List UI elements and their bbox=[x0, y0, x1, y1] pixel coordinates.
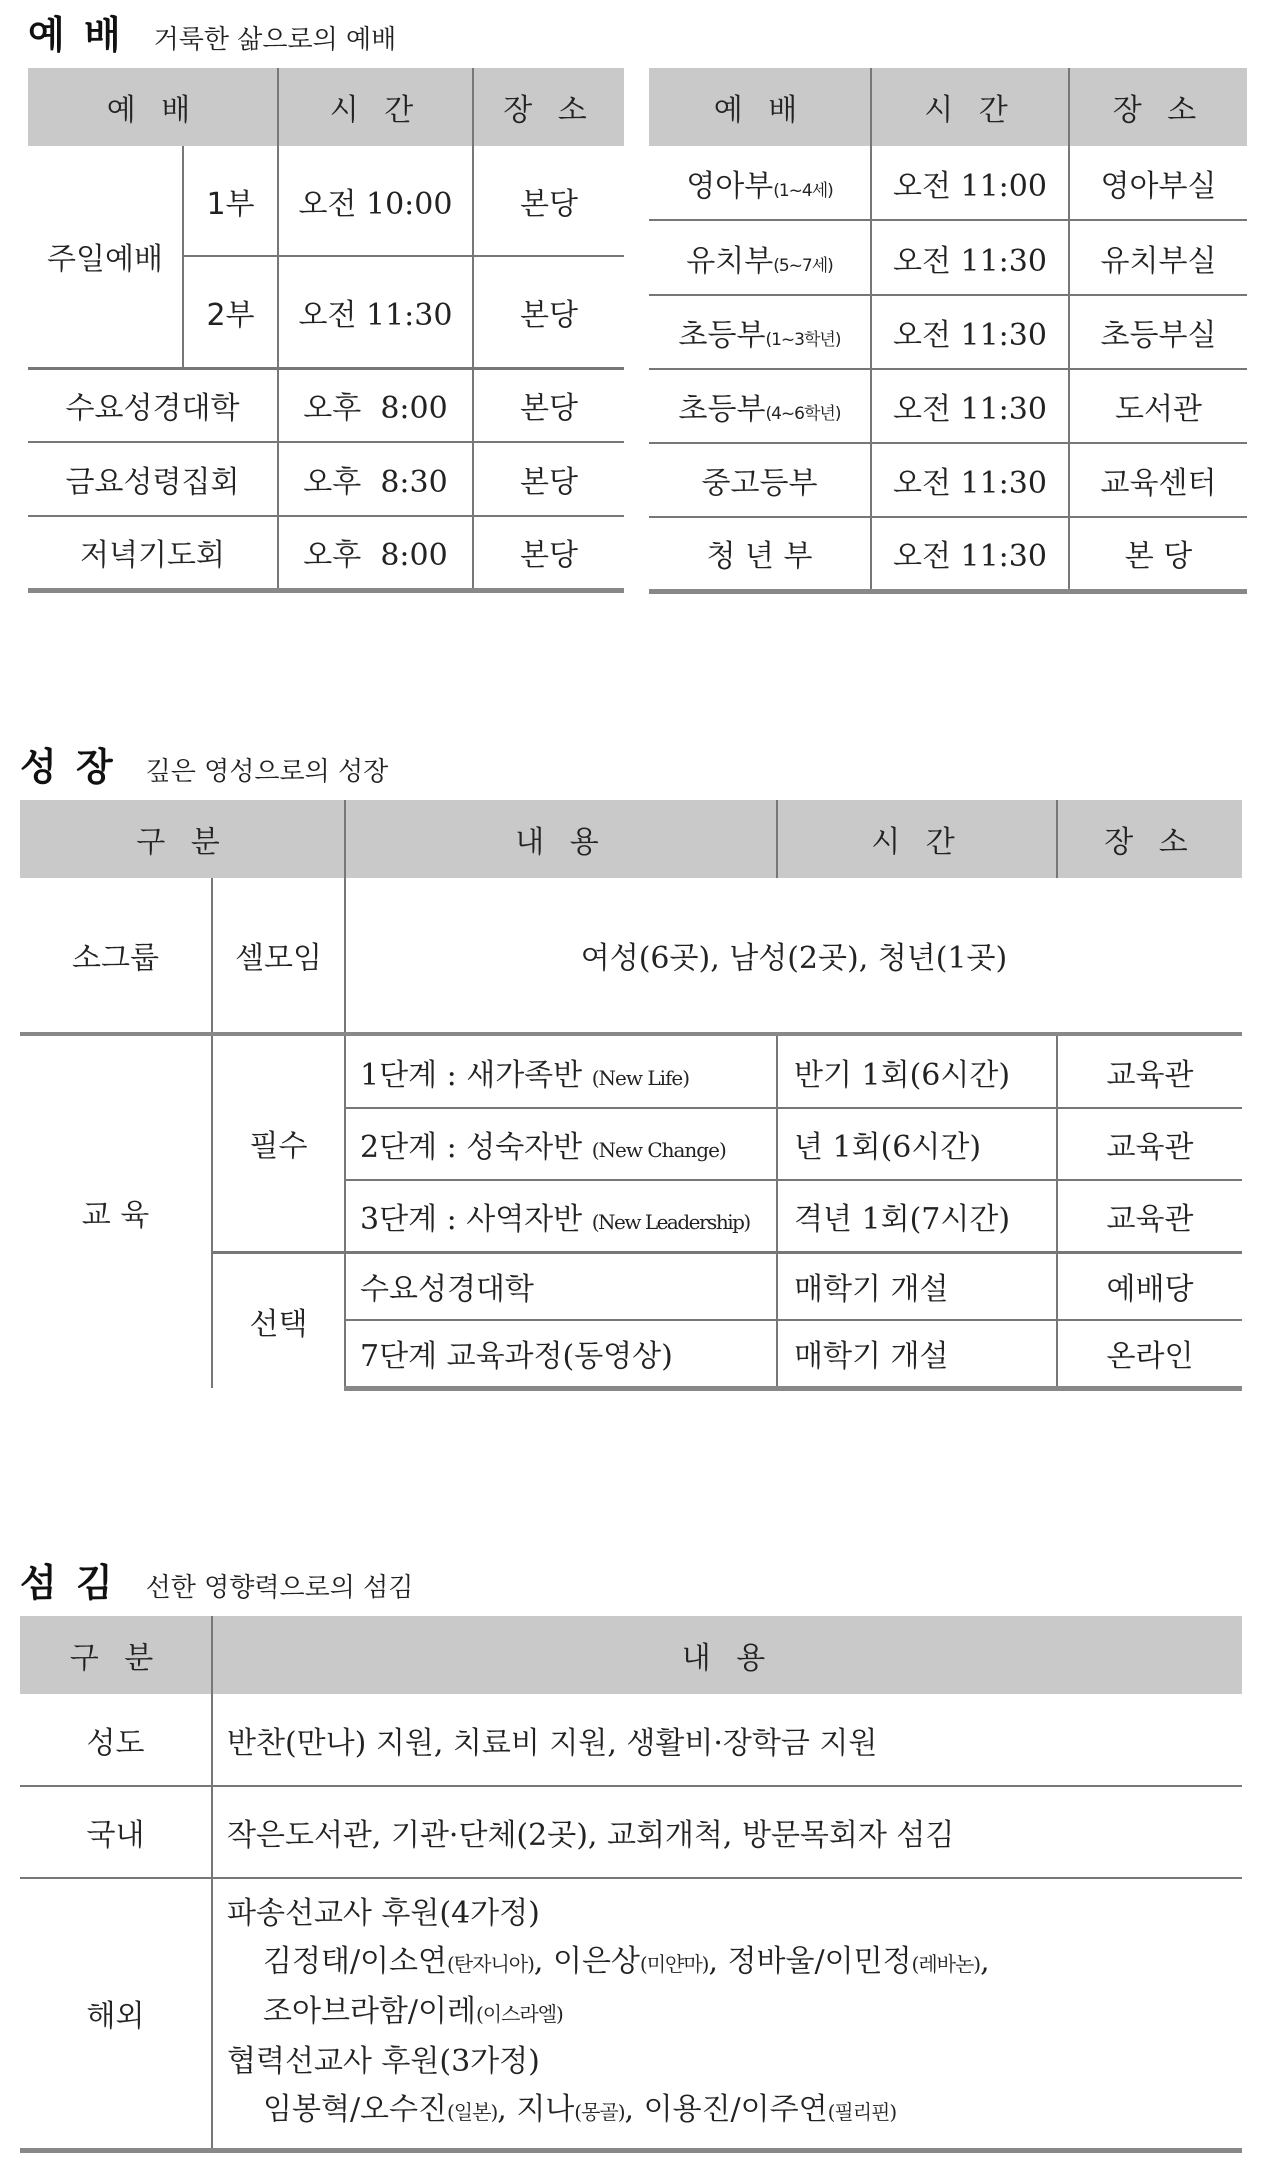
table-row bbox=[20, 1878, 1242, 2150]
time-cell: 오전 11:30 bbox=[871, 369, 1069, 443]
sunday-worship-label: 주일예배 bbox=[47, 242, 163, 278]
header-content: 내 용 bbox=[345, 800, 777, 878]
category-cell: 해외 bbox=[20, 1878, 212, 2150]
place-cell: 본당 bbox=[473, 516, 624, 590]
department-worship-table bbox=[649, 68, 1247, 594]
department-name: 영아부 bbox=[686, 168, 774, 204]
course-english-name: (New Change) bbox=[591, 1138, 726, 1162]
place-cell: 교육관 bbox=[1057, 1034, 1242, 1108]
place-cell: 예배당 bbox=[1057, 1252, 1242, 1320]
partner-missionaries-line bbox=[227, 2086, 1242, 2136]
table-row bbox=[649, 369, 1247, 443]
time-cell: 년 1회(6시간) bbox=[777, 1108, 1057, 1180]
course-english-name: (New Leadership) bbox=[591, 1209, 750, 1234]
header-content: 내 용 bbox=[212, 1616, 1242, 1694]
content-cell bbox=[345, 1108, 777, 1180]
place-cell: 본당 bbox=[473, 368, 624, 442]
header-category: 구 분 bbox=[20, 800, 345, 878]
place-cell: 초등부실 bbox=[1069, 295, 1247, 369]
department-name-cell bbox=[649, 146, 871, 220]
place-cell: 온라인 bbox=[1057, 1320, 1242, 1388]
department-name-cell bbox=[649, 220, 871, 295]
growth-table bbox=[20, 800, 1242, 1391]
department-age: (1~4세) bbox=[773, 180, 833, 201]
time-cell: 오전 11:00 bbox=[871, 146, 1069, 220]
growth-subtitle: 깊은 영성으로의 성장 bbox=[145, 757, 389, 787]
content-cell bbox=[345, 1034, 777, 1108]
table-header-row bbox=[649, 68, 1247, 146]
content-cell: 7단계 교육과정(동영상) bbox=[345, 1320, 777, 1388]
table-row bbox=[649, 295, 1247, 369]
place-cell: 본당 bbox=[473, 256, 624, 368]
time-cell: 매학기 개설 bbox=[777, 1252, 1057, 1320]
separator: , bbox=[980, 1944, 990, 1980]
education-label: 교 육 bbox=[20, 1034, 212, 1388]
dispatched-missionaries-line bbox=[227, 1938, 1242, 1988]
dispatched-missionaries-line bbox=[227, 1988, 1242, 2038]
time-cell: 오후 8:30 bbox=[278, 442, 473, 516]
table-row bbox=[649, 146, 1247, 220]
content-cell bbox=[345, 1180, 777, 1252]
place-cell: 본 당 bbox=[1069, 517, 1247, 591]
table-row bbox=[28, 516, 624, 590]
table-row bbox=[28, 368, 624, 442]
header-place: 장 소 bbox=[1069, 68, 1247, 146]
place-cell: 교육관 bbox=[1057, 1108, 1242, 1180]
worship-title: 예 배 bbox=[28, 13, 124, 57]
missionary-country: (몽골) bbox=[574, 2100, 625, 2125]
time-cell: 격년 1회(7시간) bbox=[777, 1180, 1057, 1252]
time-cell: 오전 11:30 bbox=[871, 220, 1069, 295]
time-cell: 오전 11:30 bbox=[871, 295, 1069, 369]
optional-label: 선택 bbox=[212, 1252, 345, 1388]
missionary-name: 김정태/이소연 bbox=[263, 1944, 447, 1980]
table-header-row bbox=[20, 800, 1242, 878]
header-time: 시 간 bbox=[278, 68, 473, 146]
header-time: 시 간 bbox=[871, 68, 1069, 146]
place-cell: 본당 bbox=[473, 146, 624, 256]
course-english-name: (New Life) bbox=[591, 1065, 690, 1090]
place-cell: 교육관 bbox=[1057, 1180, 1242, 1252]
time-cell: 반기 1회(6시간) bbox=[777, 1034, 1057, 1108]
table-header-row bbox=[28, 68, 624, 146]
place-cell: 도서관 bbox=[1069, 369, 1247, 443]
department-name: 초등부 bbox=[678, 318, 766, 353]
header-worship: 예 배 bbox=[28, 68, 278, 146]
service-table bbox=[20, 1616, 1242, 2153]
place-cell: 본당 bbox=[473, 442, 624, 516]
header-time: 시 간 bbox=[777, 800, 1057, 878]
department-name-cell bbox=[649, 369, 871, 443]
required-label: 필수 bbox=[212, 1034, 345, 1252]
category-cell: 성도 bbox=[86, 1725, 145, 1761]
missionary-name: , 정바울/이민정 bbox=[708, 1944, 912, 1980]
small-group-content: 여성(6곳), 남성(2곳), 청년(1곳) bbox=[345, 878, 1242, 1034]
course-name: 3단계 : 사역자반 bbox=[360, 1201, 583, 1237]
time-cell: 오후 8:00 bbox=[278, 516, 473, 590]
missionary-name: , 이용진/이주연 bbox=[624, 2092, 828, 2128]
table-row bbox=[649, 517, 1247, 591]
content-cell: 반찬(만나) 지원, 치료비 지원, 생활비·장학금 지원 bbox=[212, 1694, 1242, 1786]
content-cell: 작은도서관, 기관·단체(2곳), 교회개척, 방문목회자 섬김 bbox=[212, 1786, 1242, 1878]
missionary-name: 조아브라함/이레 bbox=[263, 1994, 476, 2030]
time-cell: 매학기 개설 bbox=[777, 1320, 1057, 1388]
missionary-country: (탄자니아) bbox=[447, 1952, 534, 1977]
service-section-header bbox=[20, 1552, 413, 1607]
time-cell: 오후 8:00 bbox=[278, 368, 473, 442]
missionary-country: (레바논) bbox=[911, 1952, 981, 1977]
worship-name: 저녁기도회 bbox=[28, 516, 278, 590]
service-title: 섬 김 bbox=[20, 1561, 116, 1605]
missionary-country: (일본) bbox=[447, 2100, 498, 2125]
department-age: (5~7세) bbox=[773, 255, 833, 276]
department-name: 유치부 bbox=[686, 243, 774, 279]
category-cell: 국내 bbox=[20, 1786, 212, 1878]
time-cell: 오전 10:00 bbox=[278, 146, 473, 256]
header-place: 장 소 bbox=[473, 68, 624, 146]
header-category: 구 분 bbox=[20, 1616, 212, 1694]
part-label: 2부 bbox=[183, 256, 278, 368]
time-cell: 오전 11:30 bbox=[871, 443, 1069, 517]
time-cell: 오전 11:30 bbox=[278, 256, 473, 368]
time-cell: 오전 11:30 bbox=[871, 517, 1069, 591]
table-row bbox=[649, 443, 1247, 517]
small-group-label: 소그룹 bbox=[72, 941, 159, 976]
course-name: 2단계 : 성숙자반 bbox=[360, 1130, 583, 1165]
place-cell: 교육센터 bbox=[1069, 443, 1247, 517]
department-age: (1~3학년) bbox=[765, 330, 841, 350]
table-row bbox=[649, 220, 1247, 295]
missionary-country: (이스라엘) bbox=[475, 2002, 563, 2027]
header-worship: 예 배 bbox=[649, 68, 871, 146]
service-subtitle: 선한 영향력으로의 섬김 bbox=[145, 1573, 414, 1603]
table-row bbox=[20, 878, 1242, 1034]
table-row bbox=[20, 1694, 1242, 1786]
worship-subtitle: 거룩한 삶으로의 예배 bbox=[153, 25, 397, 55]
part-label: 1부 bbox=[183, 146, 278, 256]
worship-main-table bbox=[28, 68, 624, 593]
table-row bbox=[28, 146, 624, 256]
header-place: 장 소 bbox=[1057, 800, 1242, 878]
content-cell: 수요성경대학 bbox=[345, 1252, 777, 1320]
course-name: 1단계 : 새가족반 bbox=[360, 1057, 583, 1093]
department-name: 청 년 부 bbox=[706, 539, 813, 575]
worship-section-header bbox=[28, 4, 396, 59]
growth-title: 성 장 bbox=[20, 745, 116, 789]
overseas-content-cell bbox=[212, 1878, 1242, 2150]
department-name-cell bbox=[649, 517, 871, 591]
department-name: 중고등부 bbox=[701, 466, 818, 501]
department-name-cell bbox=[649, 295, 871, 369]
missionary-name: 임봉혁/오수진 bbox=[263, 2092, 447, 2128]
place-cell: 영아부실 bbox=[1069, 146, 1247, 220]
missionary-country: (필리핀) bbox=[827, 2100, 897, 2125]
dispatched-missionaries-title: 파송선교사 후원(4가정) bbox=[227, 1896, 540, 1932]
table-row bbox=[20, 1034, 1242, 1108]
table-row bbox=[20, 1786, 1242, 1878]
table-row bbox=[28, 442, 624, 516]
table-header-row bbox=[20, 1616, 1242, 1694]
growth-section-header bbox=[20, 736, 388, 791]
department-name: 초등부 bbox=[678, 392, 766, 427]
missionary-name: , 지나 bbox=[497, 2092, 575, 2128]
cell-group-label: 셀모임 bbox=[212, 878, 345, 1034]
missionary-country: (미얀마) bbox=[639, 1952, 709, 1977]
department-name-cell bbox=[649, 443, 871, 517]
worship-name: 수요성경대학 bbox=[28, 368, 278, 442]
department-age: (4~6학년) bbox=[765, 404, 841, 424]
place-cell: 유치부실 bbox=[1069, 220, 1247, 295]
worship-name: 금요성령집회 bbox=[28, 442, 278, 516]
partner-missionaries-title: 협력선교사 후원(3가정) bbox=[227, 2044, 540, 2080]
missionary-name: , 이은상 bbox=[533, 1944, 640, 1980]
